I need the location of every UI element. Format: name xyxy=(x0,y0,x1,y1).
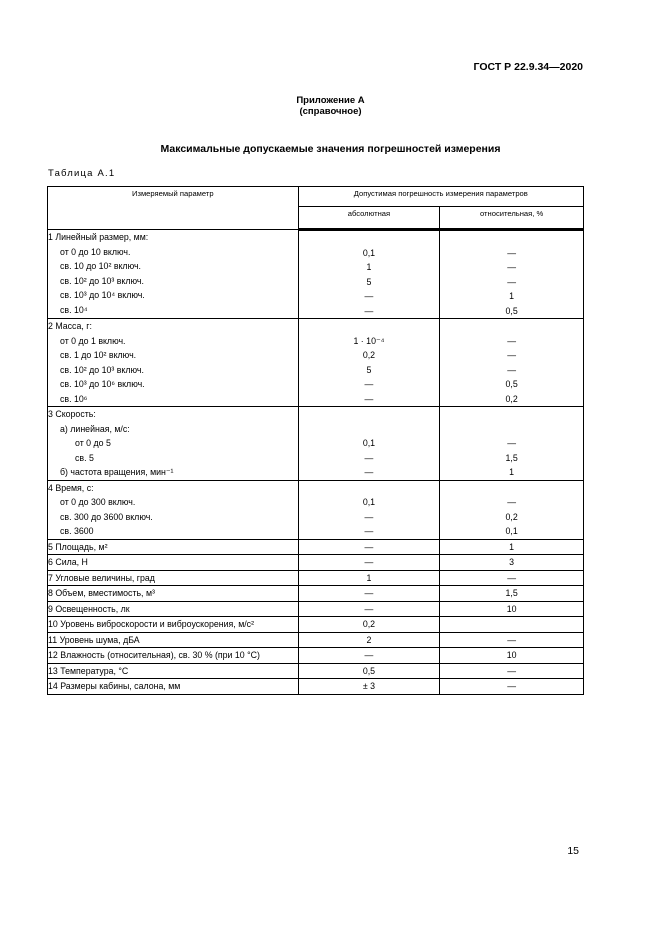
column-header-error-group: Допустимая погрешность измерения параметров xyxy=(298,187,583,207)
table-caption: Таблица А.1 xyxy=(48,168,116,179)
sub-label: св. 10⁴ xyxy=(60,304,88,315)
parameter-cell xyxy=(48,480,299,539)
absolute-value: 2 xyxy=(298,632,440,648)
appendix-heading xyxy=(0,95,661,117)
parameter-cell: 6 Сила, Н xyxy=(48,555,299,571)
parameter-cell: 10 Уровень виброскорости и виброускорения, м/с² xyxy=(48,617,299,633)
relative-value: — xyxy=(507,247,517,258)
relative-value: — xyxy=(440,570,584,586)
relative-value xyxy=(440,422,583,437)
relative-cell xyxy=(440,480,584,539)
relative-value: 0,2 xyxy=(505,511,518,522)
table-row xyxy=(48,230,584,319)
absolute-value: 0,1 xyxy=(362,247,376,258)
column-header-parameter: Измеряемый параметр xyxy=(48,187,299,230)
relative-cell xyxy=(440,407,584,481)
table-body xyxy=(48,230,584,695)
absolute-value: ± 3 xyxy=(298,679,440,695)
relative-cell xyxy=(440,230,584,319)
table-row xyxy=(48,570,584,586)
relative-value: 0,1 xyxy=(505,526,518,536)
absolute-value: 1 xyxy=(298,570,440,586)
sub-label: св. 10 до 10² включ. xyxy=(60,261,142,271)
parameter-cell xyxy=(48,319,299,407)
relative-value xyxy=(440,481,583,496)
absolute-value xyxy=(299,481,440,496)
sub-label: от 0 до 1 включ. xyxy=(60,335,126,346)
table-row xyxy=(48,586,584,602)
relative-value: — xyxy=(440,632,584,648)
absolute-value: — xyxy=(364,526,374,536)
table-row xyxy=(48,679,584,695)
sub-label: от 0 до 5 xyxy=(75,438,111,448)
absolute-value: 0,5 xyxy=(298,663,440,679)
relative-value: — xyxy=(440,663,584,679)
parameter-cell: 14 Размеры кабины, салона, мм xyxy=(48,679,299,695)
absolute-value: — xyxy=(298,586,440,602)
absolute-value: 0,1 xyxy=(362,497,376,507)
sub-label: св. 10⁶ xyxy=(60,393,88,404)
relative-value: — xyxy=(507,262,517,272)
relative-value: 1 xyxy=(509,467,515,477)
table-row xyxy=(48,663,584,679)
relative-value: — xyxy=(507,350,517,360)
parameter-cell: 13 Температура, °С xyxy=(48,663,299,679)
table-row xyxy=(48,617,584,633)
absolute-value: — xyxy=(364,291,374,301)
relative-value: 10 xyxy=(440,648,584,664)
sub-label: св. 10³ до 10⁶ включ. xyxy=(60,379,145,389)
parameter-cell: 9 Освещенность, лк xyxy=(48,601,299,617)
relative-value xyxy=(440,319,583,334)
relative-value: 3 xyxy=(440,555,584,571)
relative-value: 1,5 xyxy=(440,586,584,602)
group-label: 2 Масса, г: xyxy=(48,321,92,331)
absolute-value: — xyxy=(298,555,440,571)
absolute-value: — xyxy=(364,305,374,316)
table-row xyxy=(48,407,584,481)
table-row xyxy=(48,539,584,555)
absolute-value xyxy=(299,319,440,334)
relative-value: — xyxy=(507,335,517,346)
absolute-cell xyxy=(298,480,440,539)
absolute-value: 5 xyxy=(366,276,372,287)
parameter-cell: 5 Площадь, м² xyxy=(48,539,299,555)
appendix-title: Приложение А xyxy=(296,95,365,106)
sub-label: а) линейная, м/с: xyxy=(60,423,130,434)
sub-label: от 0 до 300 включ. xyxy=(60,497,136,507)
relative-value xyxy=(440,231,583,246)
relative-value: — xyxy=(507,497,517,507)
group-label: 3 Скорость: xyxy=(48,409,96,419)
absolute-value: — xyxy=(298,601,440,617)
absolute-value: 0,2 xyxy=(362,350,376,360)
table-row xyxy=(48,555,584,571)
table-row xyxy=(48,319,584,407)
parameter-cell: 7 Угловые величины, град xyxy=(48,570,299,586)
sub-label: св. 300 до 3600 включ. xyxy=(60,511,153,522)
sub-label: св. 10³ до 10⁴ включ. xyxy=(60,290,145,300)
relative-value: 1,5 xyxy=(505,452,518,463)
sub-label: св. 5 xyxy=(75,452,94,463)
parameter-cell: 12 Влажность (относительная), св. 30 % (при 10 °С) xyxy=(48,648,299,664)
absolute-value: — xyxy=(364,511,374,522)
table-row xyxy=(48,648,584,664)
absolute-value xyxy=(299,407,440,422)
relative-value xyxy=(440,617,584,633)
absolute-value: 5 xyxy=(366,364,372,375)
sub-label: б) частота вращения, мин⁻¹ xyxy=(60,467,174,477)
column-header-relative: относительная, % xyxy=(440,207,584,230)
absolute-cell xyxy=(298,319,440,407)
table-row xyxy=(48,632,584,648)
absolute-value: — xyxy=(364,452,374,463)
absolute-cell xyxy=(298,230,440,319)
appendix-type: (справочное) xyxy=(299,106,362,117)
absolute-value: — xyxy=(364,379,374,389)
absolute-value: 0,1 xyxy=(362,438,376,448)
relative-value: — xyxy=(507,364,517,375)
absolute-value xyxy=(299,422,440,437)
sub-label: св. 3600 xyxy=(60,526,94,536)
sub-label: св. 10² до 10³ включ. xyxy=(60,364,144,375)
relative-value: 0,2 xyxy=(505,393,518,404)
relative-value: 1 xyxy=(440,539,584,555)
parameter-cell: 11 Уровень шума, дБА xyxy=(48,632,299,648)
relative-cell xyxy=(440,319,584,407)
parameter-cell xyxy=(48,407,299,481)
absolute-value: 1 xyxy=(366,262,372,272)
error-limits-table xyxy=(47,186,584,695)
absolute-value: — xyxy=(364,467,374,477)
absolute-value: 0,2 xyxy=(298,617,440,633)
absolute-value: — xyxy=(298,539,440,555)
sub-label: св. 10² до 10³ включ. xyxy=(60,275,144,286)
group-label: 1 Линейный размер, мм: xyxy=(48,232,149,242)
absolute-value xyxy=(299,231,440,246)
table-row xyxy=(48,480,584,539)
relative-value xyxy=(440,407,583,422)
page-number: 15 xyxy=(567,845,579,857)
absolute-cell xyxy=(298,407,440,481)
parameter-cell: 8 Объем, вместимость, м³ xyxy=(48,586,299,602)
sub-label: св. 1 до 10² включ. xyxy=(60,350,137,360)
group-label: 4 Время, с: xyxy=(48,482,94,493)
relative-value: 1 xyxy=(509,291,515,301)
relative-value: — xyxy=(507,276,517,287)
parameter-cell xyxy=(48,230,299,319)
sub-label: от 0 до 10 включ. xyxy=(60,246,131,257)
relative-value: 10 xyxy=(440,601,584,617)
absolute-value: — xyxy=(364,393,374,404)
absolute-value: — xyxy=(298,648,440,664)
relative-value: — xyxy=(507,438,517,448)
document-code: ГОСТ Р 22.9.34—2020 xyxy=(473,61,583,73)
section-heading: Максимальные допускаемые значения погрешностей измерения xyxy=(160,143,501,155)
column-header-absolute: абсолютная xyxy=(298,207,440,230)
relative-value: 0,5 xyxy=(505,305,518,316)
table-row xyxy=(48,601,584,617)
relative-value: 0,5 xyxy=(505,379,518,389)
relative-value: — xyxy=(440,679,584,695)
absolute-value: 1 · 10⁻⁴ xyxy=(353,335,385,346)
